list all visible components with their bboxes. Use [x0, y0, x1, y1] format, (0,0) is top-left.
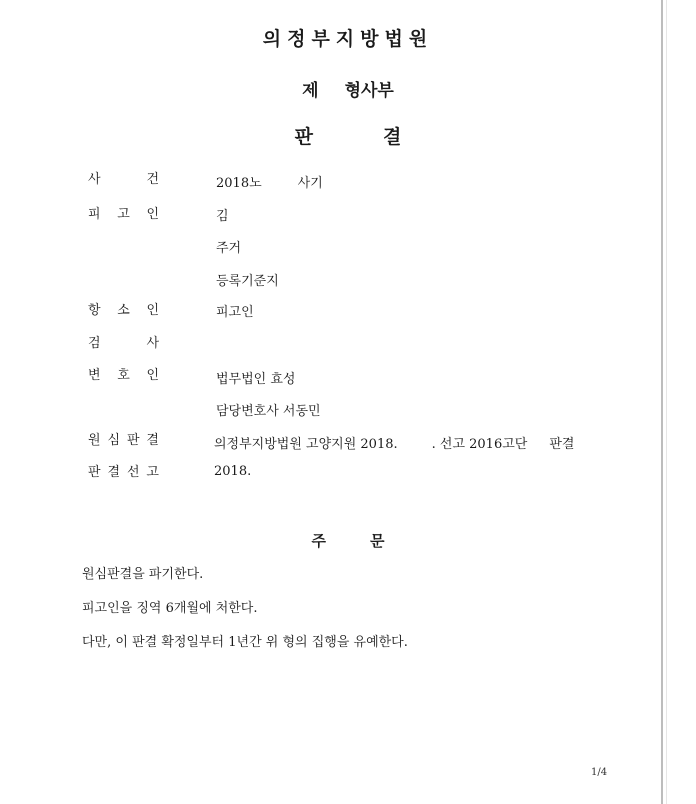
- case-number: 2018노 사기: [216, 176, 323, 191]
- defendant-address: 주거: [216, 241, 242, 256]
- appellant-label: 항 소 인: [88, 303, 160, 318]
- defendant-name: 김: [216, 209, 229, 224]
- defendant-label: 피 고 인: [88, 207, 160, 222]
- sentence-date-label: 판 결 선 고: [88, 465, 160, 480]
- page-edge-shadow: [666, 0, 667, 804]
- court-name: 의정부지방법원: [262, 28, 434, 50]
- counsel-lawyer: 담당변호사 서동민: [216, 404, 321, 419]
- disposition-heading: 주 문: [311, 532, 385, 550]
- page-edge-line: [661, 0, 663, 804]
- original-judgment-value: 의정부지방법원 고양지원 2018. . 선고 2016고단 판결: [214, 437, 575, 452]
- division-title: 제 형사부: [302, 81, 394, 101]
- disposition-line: 피고인을 징역 6개월에 처한다.: [82, 601, 258, 616]
- document-type-title: 판 결: [294, 126, 402, 148]
- original-judgment-label: 원 심 판 결: [88, 433, 160, 448]
- appellant-value: 피고인: [216, 305, 254, 320]
- disposition-line: 원심판결을 파기한다.: [82, 567, 204, 582]
- disposition-line: 다만, 이 판결 확정일부터 1년간 위 형의 집행을 유예한다.: [82, 635, 408, 650]
- counsel-label: 변 호 인: [88, 368, 160, 383]
- sentence-date-value: 2018.: [214, 464, 252, 479]
- prosecutor-label: 검 사: [88, 336, 160, 351]
- counsel-firm: 법무법인 효성: [216, 372, 296, 387]
- case-label: 사 건: [88, 172, 160, 187]
- page-number: 1/4: [591, 767, 608, 778]
- case-charge: 사기: [297, 176, 323, 191]
- defendant-registered-domicile: 등록기준지: [216, 274, 279, 289]
